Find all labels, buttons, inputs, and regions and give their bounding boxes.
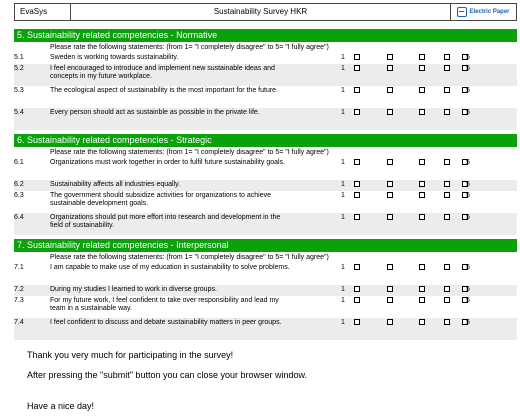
rating-checkbox-1[interactable] xyxy=(354,109,360,115)
question-row xyxy=(14,180,517,191)
section-header: 7. Sustainability related competencies - Interpersonal xyxy=(14,239,517,252)
scale-low-label: 1 xyxy=(341,159,345,166)
rating-checkbox-2[interactable] xyxy=(387,181,393,187)
survey-header xyxy=(14,3,517,21)
thanks-text: Thank you very much for participating in the survey! xyxy=(27,350,234,360)
rating-checkbox-4[interactable] xyxy=(444,264,450,270)
question-number: 6.4 xyxy=(14,214,24,221)
rating-checkbox-3[interactable] xyxy=(419,54,425,60)
rating-checkbox-1[interactable] xyxy=(354,159,360,165)
logo-icon xyxy=(457,7,467,17)
section-instruction: Please rate the following statements: (from 1= "I completely disagree" to 5= "I fully agree") xyxy=(50,149,329,156)
rating-checkbox-3[interactable] xyxy=(419,181,425,187)
rating-checkbox-3[interactable] xyxy=(419,109,425,115)
rating-checkbox-2[interactable] xyxy=(387,65,393,71)
question-row xyxy=(14,318,517,340)
survey-page xyxy=(14,3,517,417)
scale-low-label: 1 xyxy=(341,54,345,61)
question-text: Organizations must work together in order to fulfil future sustainability goals. xyxy=(50,159,286,166)
scale-high-label: 5 xyxy=(466,214,470,221)
rating-checkbox-1[interactable] xyxy=(354,297,360,303)
question-number: 5.1 xyxy=(14,54,24,61)
submit-note-text: After pressing the "submit" button you can close your browser window. xyxy=(27,370,308,380)
question-number: 7.4 xyxy=(14,319,24,326)
question-row xyxy=(14,158,517,180)
question-text: I feel encouraged to introduce and implement new sustainable ideas and concepts in my future workplace. xyxy=(50,65,275,80)
question-text: For my future work, I feel confident to take over responsibility and lead my team in a sustainable way. xyxy=(50,297,279,312)
rating-checkbox-2[interactable] xyxy=(387,87,393,93)
question-number: 6.1 xyxy=(14,159,24,166)
scale-low-label: 1 xyxy=(341,264,345,271)
question-row xyxy=(14,263,517,285)
rating-checkbox-2[interactable] xyxy=(387,192,393,198)
rating-checkbox-1[interactable] xyxy=(354,54,360,60)
question-text: Sustainability affects all industries equally. xyxy=(50,181,181,188)
rating-checkbox-3[interactable] xyxy=(419,192,425,198)
scale-low-label: 1 xyxy=(341,192,345,199)
section-header: 6. Sustainability related competencies - Strategic xyxy=(14,134,517,147)
rating-checkbox-2[interactable] xyxy=(387,264,393,270)
question-number: 6.3 xyxy=(14,192,24,199)
question-number: 7.1 xyxy=(14,264,24,271)
scale-high-label: 5 xyxy=(466,87,470,94)
rating-checkbox-3[interactable] xyxy=(419,159,425,165)
scale-low-label: 1 xyxy=(341,297,345,304)
section-header: 5. Sustainability related competencies - Normative xyxy=(14,29,517,42)
question-row xyxy=(14,108,517,130)
question-number: 5.3 xyxy=(14,87,24,94)
rating-checkbox-1[interactable] xyxy=(354,87,360,93)
rating-checkbox-2[interactable] xyxy=(387,319,393,325)
rating-checkbox-4[interactable] xyxy=(444,87,450,93)
scale-low-label: 1 xyxy=(341,319,345,326)
rating-checkbox-2[interactable] xyxy=(387,297,393,303)
question-text: Organizations should put more effort into research and development in the field of sustainability. xyxy=(50,214,281,229)
scale-high-label: 5 xyxy=(466,319,470,326)
question-number: 5.4 xyxy=(14,109,24,116)
rating-checkbox-2[interactable] xyxy=(387,54,393,60)
rating-checkbox-1[interactable] xyxy=(354,65,360,71)
rating-checkbox-1[interactable] xyxy=(354,214,360,220)
rating-checkbox-4[interactable] xyxy=(444,54,450,60)
question-row xyxy=(14,86,517,108)
scale-high-label: 5 xyxy=(466,297,470,304)
question-text: Sweden is working towards sustainability. xyxy=(50,54,179,61)
question-row xyxy=(14,285,517,296)
rating-checkbox-1[interactable] xyxy=(354,286,360,292)
scale-high-label: 5 xyxy=(466,109,470,116)
question-row xyxy=(14,53,517,64)
question-number: 7.2 xyxy=(14,286,24,293)
scale-low-label: 1 xyxy=(341,286,345,293)
question-text: I am capable to make use of my education in sustainability to solve problems. xyxy=(50,264,290,271)
rating-checkbox-4[interactable] xyxy=(444,109,450,115)
evasys-label: EvaSys xyxy=(14,3,70,21)
goodbye-text: Have a nice day! xyxy=(27,401,95,411)
question-number: 5.2 xyxy=(14,65,24,72)
scale-low-label: 1 xyxy=(341,214,345,221)
question-number: 7.3 xyxy=(14,297,24,304)
scale-low-label: 1 xyxy=(341,87,345,94)
rating-checkbox-2[interactable] xyxy=(387,286,393,292)
section-instruction: Please rate the following statements: (from 1= "I completely disagree" to 5= "I fully agree") xyxy=(50,44,329,51)
question-row xyxy=(14,191,517,213)
electric-paper-logo: Electric Paper xyxy=(457,7,509,17)
section-instruction: Please rate the following statements: (from 1= "I completely disagree" to 5= "I fully agree") xyxy=(50,254,329,261)
scale-high-label: 5 xyxy=(466,286,470,293)
rating-checkbox-3[interactable] xyxy=(419,297,425,303)
rating-checkbox-4[interactable] xyxy=(444,192,450,198)
logo-cell xyxy=(450,3,517,21)
rating-checkbox-3[interactable] xyxy=(419,319,425,325)
scale-high-label: 5 xyxy=(466,192,470,199)
rating-checkbox-1[interactable] xyxy=(354,181,360,187)
scale-low-label: 1 xyxy=(341,65,345,72)
rating-checkbox-4[interactable] xyxy=(444,286,450,292)
rating-checkbox-1[interactable] xyxy=(354,264,360,270)
question-row xyxy=(14,213,517,235)
scale-high-label: 5 xyxy=(466,181,470,188)
question-text: I feel confident to discuss and debate sustainability matters in peer groups. xyxy=(50,319,282,326)
rating-checkbox-4[interactable] xyxy=(444,297,450,303)
question-row xyxy=(14,296,517,318)
question-row xyxy=(14,64,517,86)
rating-checkbox-4[interactable] xyxy=(444,319,450,325)
survey-title: Sustainability Survey HKR xyxy=(70,3,450,21)
question-number: 6.2 xyxy=(14,181,24,188)
question-text: During my studies I learned to work in diverse groups. xyxy=(50,286,217,293)
scale-high-label: 5 xyxy=(466,65,470,72)
rating-checkbox-2[interactable] xyxy=(387,109,393,115)
scale-high-label: 5 xyxy=(466,159,470,166)
rating-checkbox-3[interactable] xyxy=(419,65,425,71)
rating-checkbox-4[interactable] xyxy=(444,214,450,220)
question-text: The government should subsidize activities for organizations to achieve sustainable development goals. xyxy=(50,192,272,207)
rating-checkbox-1[interactable] xyxy=(354,319,360,325)
scale-low-label: 1 xyxy=(341,181,345,188)
rating-checkbox-4[interactable] xyxy=(444,65,450,71)
rating-checkbox-2[interactable] xyxy=(387,214,393,220)
rating-checkbox-1[interactable] xyxy=(354,192,360,198)
rating-checkbox-4[interactable] xyxy=(444,159,450,165)
rating-checkbox-3[interactable] xyxy=(419,286,425,292)
question-text: Every person should act as sustainble as possible in the private life. xyxy=(50,109,260,116)
rating-checkbox-3[interactable] xyxy=(419,214,425,220)
rating-checkbox-2[interactable] xyxy=(387,159,393,165)
rating-checkbox-3[interactable] xyxy=(419,87,425,93)
rating-checkbox-3[interactable] xyxy=(419,264,425,270)
scale-low-label: 1 xyxy=(341,109,345,116)
scale-high-label: 5 xyxy=(466,54,470,61)
question-text: The ecological aspect of sustainability is the most important for the future. xyxy=(50,87,279,94)
rating-checkbox-4[interactable] xyxy=(444,181,450,187)
scale-high-label: 5 xyxy=(466,264,470,271)
